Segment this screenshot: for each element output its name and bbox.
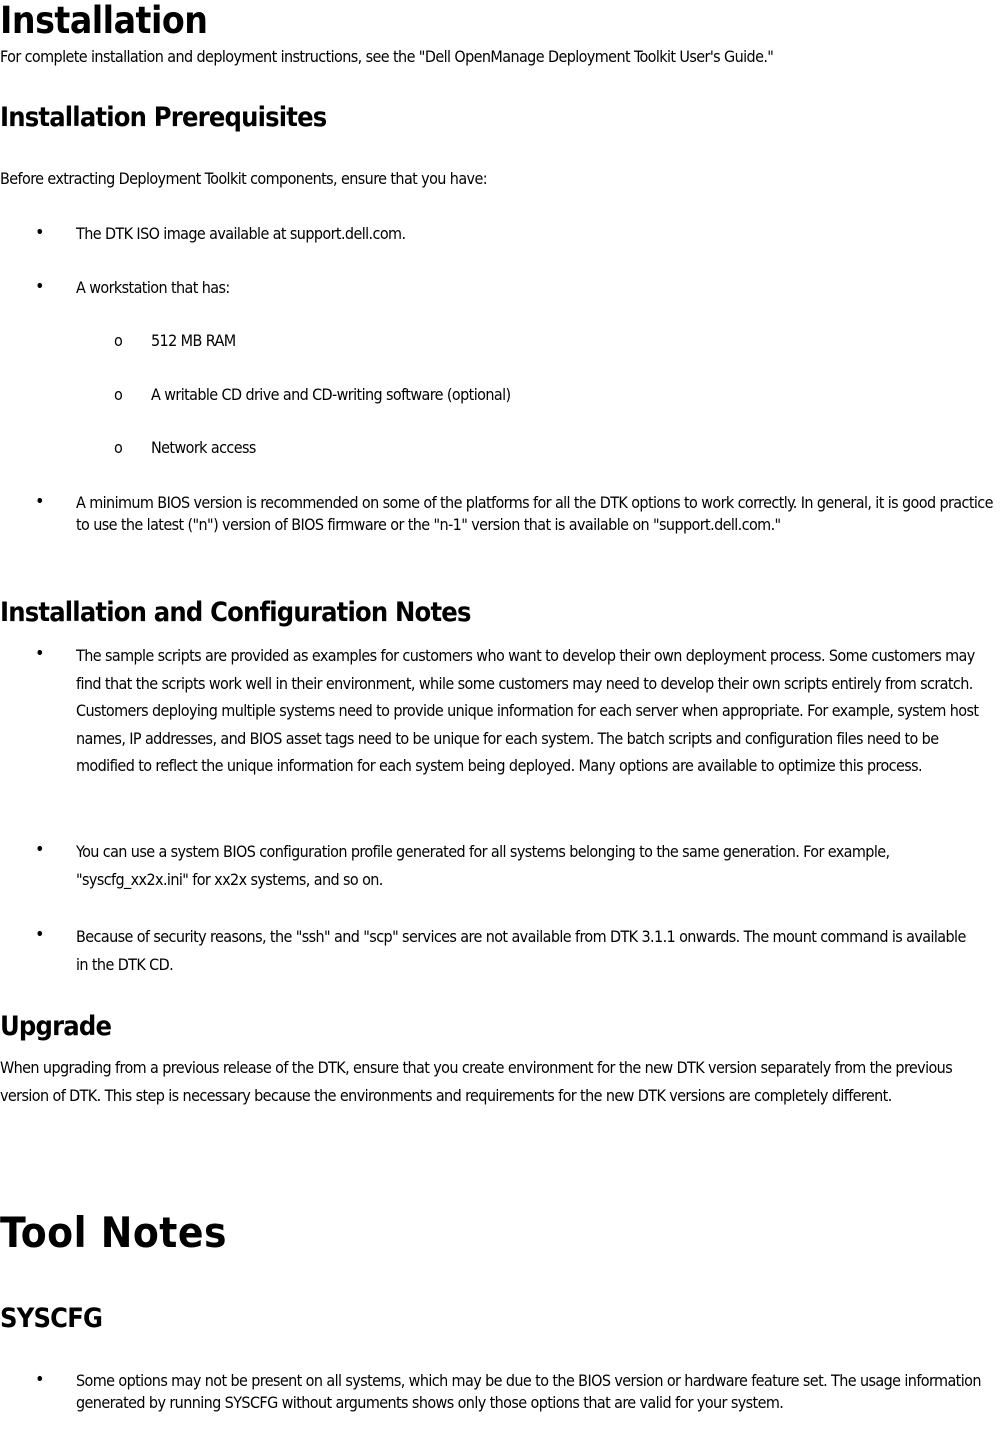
syscfg-heading: SYSCFG xyxy=(0,1303,103,1334)
list-item: Some options may not be present on all systems, which may be due to the BIOS version or hardware feature set. The usage information generated by running SYSCFG without arguments shows only those options that are valid for your system. xyxy=(76,1371,981,1412)
sub-bullet-icon: o xyxy=(114,385,123,404)
sub-list-item: A writable CD drive and CD-writing software (optional) xyxy=(151,385,511,404)
bullet-icon: • xyxy=(35,643,45,664)
bullet-icon: • xyxy=(35,839,45,860)
bullet-icon: • xyxy=(35,924,45,945)
installation-heading: Installation xyxy=(0,0,208,42)
list-item: You can use a system BIOS configuration profile generated for all systems belonging to the same generation. For example, "syscfg_xx2x.ini" for xx2x systems, and so on. xyxy=(76,842,890,889)
prerequisites-intro: Before extracting Deployment Toolkit components, ensure that you have: xyxy=(0,169,487,188)
sub-bullet-icon: o xyxy=(114,331,123,350)
bullet-icon: • xyxy=(35,491,45,512)
list-item: The sample scripts are provided as examples for customers who want to develop their own deployment process. Some customers may find that the scripts work well in their environment, while some customers may need to develop their own scripts entirely from scratch. Customers deploying multiple systems need to provide unique information for each server when appropriate. For example, system host names, IP addresses, and BIOS asset tags need to be unique for each system. The batch scripts and configuration files need to be modified to reflect the unique information for each system being deployed. Many options are available to optimize this process. xyxy=(76,646,979,775)
upgrade-heading: Upgrade xyxy=(0,1011,112,1042)
list-item: A minimum BIOS version is recommended on some of the platforms for all the DTK options to work correctly. In general, it is good practice to use the latest ("n") version of BIOS firmware or the "n-1" version that is available on "support.dell.com." xyxy=(76,493,993,534)
sub-bullet-icon: o xyxy=(114,438,123,457)
config-notes-heading: Installation and Configuration Notes xyxy=(0,597,471,628)
list-item: Because of security reasons, the "ssh" and "scp" services are not available from DTK 3.1.1 onwards. The mount command is available in the DTK CD. xyxy=(76,927,966,974)
sub-list-item: Network access xyxy=(151,438,256,457)
bullet-icon: • xyxy=(35,276,45,297)
list-item: The DTK ISO image available at support.dell.com. xyxy=(76,224,406,243)
bullet-icon: • xyxy=(35,1369,45,1390)
prerequisites-heading: Installation Prerequisites xyxy=(0,102,327,133)
tool-notes-heading: Tool Notes xyxy=(0,1208,227,1257)
upgrade-body: When upgrading from a previous release of the DTK, ensure that you create environment for the new DTK version separately from the previous version of DTK. This step is necessary because the environments and requirements for the new DTK versions are completely different. xyxy=(0,1058,953,1105)
sub-list-item: 512 MB RAM xyxy=(151,331,236,350)
bullet-icon: • xyxy=(35,222,45,243)
list-item: A workstation that has: xyxy=(76,278,230,297)
installation-intro: For complete installation and deployment instructions, see the "Dell OpenManage Deployment Toolkit User's Guide." xyxy=(0,47,774,66)
